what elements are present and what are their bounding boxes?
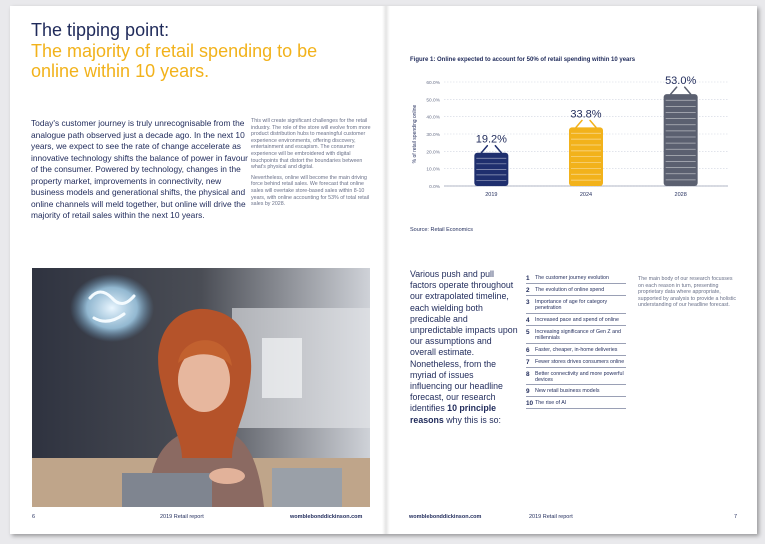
- page-gutter: [382, 6, 390, 534]
- reason-item: [526, 399, 626, 409]
- reason-number: 8: [526, 370, 530, 378]
- side-paragraph-2: Nevertheless, online will become the main driving force behind retail sales. We forecast that online sales will overtake store-based sales within 8-10 years, with online accounting for 53% of total retail sales by 2028.: [251, 174, 370, 208]
- reason-number: 2: [526, 287, 530, 294]
- footer-url-right[interactable]: womblebonddickinson.com: [409, 514, 482, 520]
- bar-basket-2019: [474, 146, 508, 186]
- page-title: The tipping point:: [31, 20, 170, 40]
- reasons-list: [526, 274, 626, 411]
- basket-handle: [671, 87, 691, 94]
- push-tail: why this is so:: [443, 414, 501, 425]
- x-tick-label: 2028: [674, 192, 687, 198]
- reason-item: [526, 298, 626, 314]
- push-bold: 10 principle reasons: [410, 403, 497, 425]
- reason-label: Increased pace and spend of online: [535, 316, 619, 323]
- reason-label: Better connectivity and more powerful devices: [535, 370, 624, 384]
- y-tick-label: 40.0%: [426, 115, 440, 121]
- push-pull-paragraph: [410, 269, 518, 426]
- reason-number: 5: [526, 328, 530, 336]
- online-spending-chart: [398, 70, 738, 227]
- side-column: [251, 118, 371, 212]
- reason-number: 1: [526, 275, 530, 282]
- y-axis-label: % of retail spending online: [412, 104, 418, 164]
- reason-item: [526, 328, 626, 344]
- reason-item: [526, 286, 626, 296]
- footer-report-right: 2019 Retail report: [529, 514, 573, 520]
- bar-value-label: 53.0%: [665, 75, 697, 88]
- research-note: The main body of our research focusses on each reason in turn, presenting proprietary data where appropriate, supported by analysis to provide a holistic understanding of our headline forecast.: [638, 276, 737, 309]
- bar-basket-2024: [569, 120, 603, 186]
- reason-label: The rise of AI: [535, 400, 567, 407]
- photo-illustration: [32, 268, 370, 507]
- reason-item: [526, 358, 626, 368]
- intro-paragraph: Today's customer journey is truly unrecognisable from the analogue path observed just a decade ago. In the next 10 years, we expect to see the rate of change accelerate as innovative technology shifts the balance of power in favour of the consumer. Powered by technology, changes in the property market, improvements in connectivity, new business models and generational shifts, the physical and online channels will meld together, but online will drive the majority of retail sales within the next 10 years.: [31, 118, 248, 220]
- reason-label: Faster, cheaper, in-home deliveries: [535, 346, 618, 353]
- push-body: Various push and pull factors operate throughout our extrapolated timeline, each wielding both predicable and unpredictable impacts upon our assumptions and overall estimate. Nonetheless, from the myriad of issues influencing our headline forecast, our research identifies: [410, 269, 518, 414]
- reason-label: Importance of age for category penetration: [535, 299, 608, 312]
- side-paragraph-1: This will create significant challenges for the retail industry. The role of the store will evolve from more product distribution hubs to meaningful customer experience environments, offering discovery, entertainment and escapism. The consumer experience will be embroidered with digital touchpoints that distort the boundaries between what's physical and digital.: [251, 118, 371, 171]
- reason-item: [526, 316, 626, 326]
- basket-handle: [576, 120, 596, 127]
- report-spread: [10, 6, 757, 534]
- reason-number: 7: [526, 358, 530, 366]
- footer-url-left[interactable]: womblebonddickinson.com: [290, 514, 363, 520]
- figure-title: Figure 1: Online expected to account for 50% of retail spending within 10 years: [410, 57, 636, 63]
- reason-label: Fewer stores drives consumers online: [535, 358, 625, 365]
- basket-handle: [481, 146, 501, 153]
- reason-number: 6: [526, 346, 530, 354]
- reason-item: [526, 370, 626, 386]
- reason-label: Increasing significance of Gen Z and millennials: [535, 328, 621, 342]
- x-tick-label: 2019: [485, 192, 498, 198]
- reason-item: [526, 387, 626, 397]
- page-number-left: 6: [32, 514, 36, 520]
- footer-report-left: 2019 Retail report: [160, 514, 204, 520]
- y-tick-label: 10.0%: [426, 167, 440, 173]
- y-tick-label: 50.0%: [426, 98, 440, 104]
- reason-number: 4: [526, 316, 530, 324]
- bar-value-label: 19.2%: [475, 133, 507, 146]
- bar-value-label: 33.8%: [570, 108, 602, 121]
- bar: [664, 94, 698, 186]
- page-number-right: 7: [734, 514, 738, 520]
- x-tick-label: 2024: [579, 192, 593, 198]
- y-tick-label: 60.0%: [426, 81, 440, 86]
- bar-basket-2028: [664, 87, 698, 186]
- reason-label: New retail business models: [535, 388, 600, 395]
- y-tick-label: 30.0%: [426, 133, 440, 138]
- reason-number: 3: [526, 299, 530, 306]
- photo-woman-laptop: [32, 268, 370, 507]
- chart-svg: [398, 70, 738, 222]
- chart-source: Source: Retail Economics: [410, 227, 473, 233]
- reason-number: 9: [526, 388, 530, 396]
- reason-item: [526, 346, 626, 356]
- reason-label: The evolution of online spend: [535, 287, 605, 293]
- reason-label: The customer journey evolution: [535, 275, 609, 281]
- reason-item: [526, 274, 626, 284]
- y-tick-label: 20.0%: [426, 150, 440, 156]
- reason-number: 10: [526, 400, 534, 408]
- page-subtitle: The majority of retail spending to be online within 10 years.: [31, 41, 318, 81]
- y-tick-label: 0.0%: [429, 185, 440, 190]
